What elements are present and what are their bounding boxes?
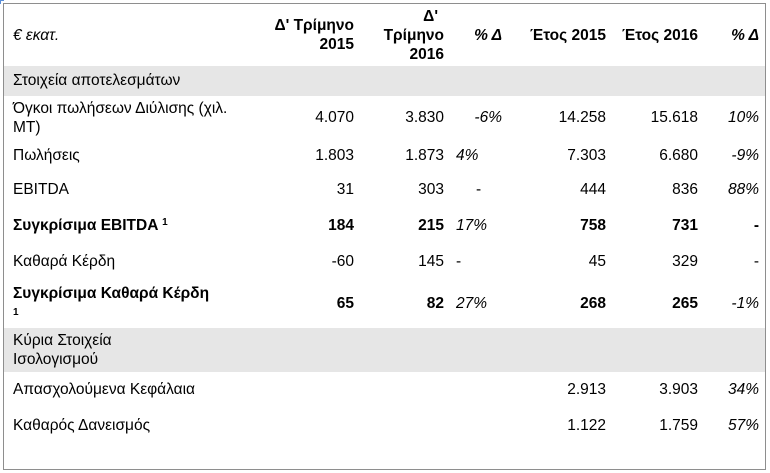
cell-year-2016: 731 [672, 217, 698, 234]
cell-year-2016: 3.903 [659, 381, 698, 398]
year-2015-header: Έτος 2015 [529, 26, 606, 44]
cell-year-2015: 14.258 [558, 109, 606, 126]
section-results [4, 66, 765, 96]
cell-q4-2015 [230, 408, 360, 444]
row-label: Όγκοι πωλήσεων Διύλισης (χιλ. ΜΤ) [13, 100, 228, 136]
cell-q4-2015: 4.070 [315, 109, 354, 126]
table-row [4, 372, 765, 408]
cell-q4-2016: 1.873 [405, 147, 444, 164]
cell-q4-2016: 3.830 [405, 109, 444, 126]
cell-q4-2015: -60 [331, 253, 354, 270]
cell-pct-q [450, 372, 508, 408]
q4-2015-header: Δ' Τρίμηνο 2015 [274, 17, 354, 53]
cell-year-2016: 1.759 [659, 417, 698, 434]
cell-pct-y: 88% [727, 181, 759, 198]
cell-pct-q: - [476, 181, 482, 198]
cell-year-2015: 268 [580, 295, 606, 312]
pct-q-header: % Δ [474, 26, 502, 44]
section-balance [4, 328, 765, 372]
cell-year-2016: 329 [672, 253, 698, 270]
row-label: EBITDA [13, 181, 69, 198]
year-2016-header: Έτος 2016 [621, 26, 698, 44]
row-label: Συγκρίσιμα Καθαρά Κέρδη $^1$ [13, 284, 210, 318]
row-label: Πωλήσεις [13, 147, 80, 164]
cell-pct-q [450, 408, 508, 444]
cell-year-2016: 6.680 [659, 147, 698, 164]
table-row [4, 280, 765, 328]
cell-pct-q: - [456, 253, 462, 270]
footnote-marker: 1 [13, 306, 19, 318]
row-label: Καθαρά Κέρδη [13, 253, 116, 270]
table-row [4, 172, 765, 208]
row-label: Συγκρίσιμα EBITDA $^1$ [13, 217, 168, 234]
cell-q4-2016: 82 [426, 295, 444, 312]
table-row [4, 408, 765, 444]
footnote-marker: 1 [162, 217, 168, 228]
cell-pct-q: -6% [474, 109, 502, 126]
cell-pct-y: 10% [727, 109, 759, 126]
cell-pct-y: 34% [727, 381, 759, 398]
cell-q4-2015: 65 [336, 295, 354, 312]
q4-2016-header: Δ' Τρίμηνο 2016 [383, 7, 444, 63]
cell-q4-2016 [360, 408, 450, 444]
cell-pct-y: -1% [731, 295, 759, 312]
cell-q4-2016: 145 [418, 253, 444, 270]
cell-pct-y: - [753, 217, 759, 234]
row-label: Καθαρός Δανεισμός [13, 417, 151, 434]
unit-header: € εκατ. [13, 26, 60, 44]
cell-q4-2015: 31 [336, 181, 354, 198]
cell-q4-2016: 303 [418, 181, 444, 198]
table-row [4, 140, 765, 172]
cell-year-2015: 444 [580, 181, 606, 198]
table-row [4, 244, 765, 280]
cell-q4-2016 [360, 372, 450, 408]
row-label: Απασχολούμενα Κεφάλαια [13, 381, 195, 398]
cell-year-2015: 7.303 [567, 147, 606, 164]
cell-year-2016: 15.618 [650, 109, 698, 126]
cell-pct-y: 57% [727, 417, 759, 434]
header-row [4, 4, 765, 66]
cell-year-2015: 1.122 [567, 417, 606, 434]
cell-pct-y: - [753, 253, 759, 270]
cell-year-2015: 2.913 [567, 381, 606, 398]
financial-results-table [4, 4, 765, 444]
pct-y-header: % Δ [731, 26, 759, 44]
cell-q4-2015: 1.803 [315, 147, 354, 164]
cell-year-2015: 45 [588, 253, 606, 270]
cell-year-2015: 758 [580, 217, 606, 234]
cell-year-2016: 836 [672, 181, 698, 198]
table-row [4, 96, 765, 140]
cell-q4-2015 [230, 372, 360, 408]
section-title: Στοιχεία αποτελεσμάτων [4, 66, 765, 96]
table-row [4, 208, 765, 244]
section-title: Κύρια Στοιχεία Ισολογισμού [4, 328, 765, 372]
cell-pct-q: 17% [456, 217, 488, 234]
cell-q4-2015: 184 [328, 217, 354, 234]
cell-q4-2016: 215 [418, 217, 444, 234]
cell-pct-y: -9% [731, 147, 759, 164]
cell-pct-q: 4% [456, 147, 479, 164]
cell-year-2016: 265 [672, 295, 698, 312]
cell-pct-q: 27% [456, 295, 488, 312]
